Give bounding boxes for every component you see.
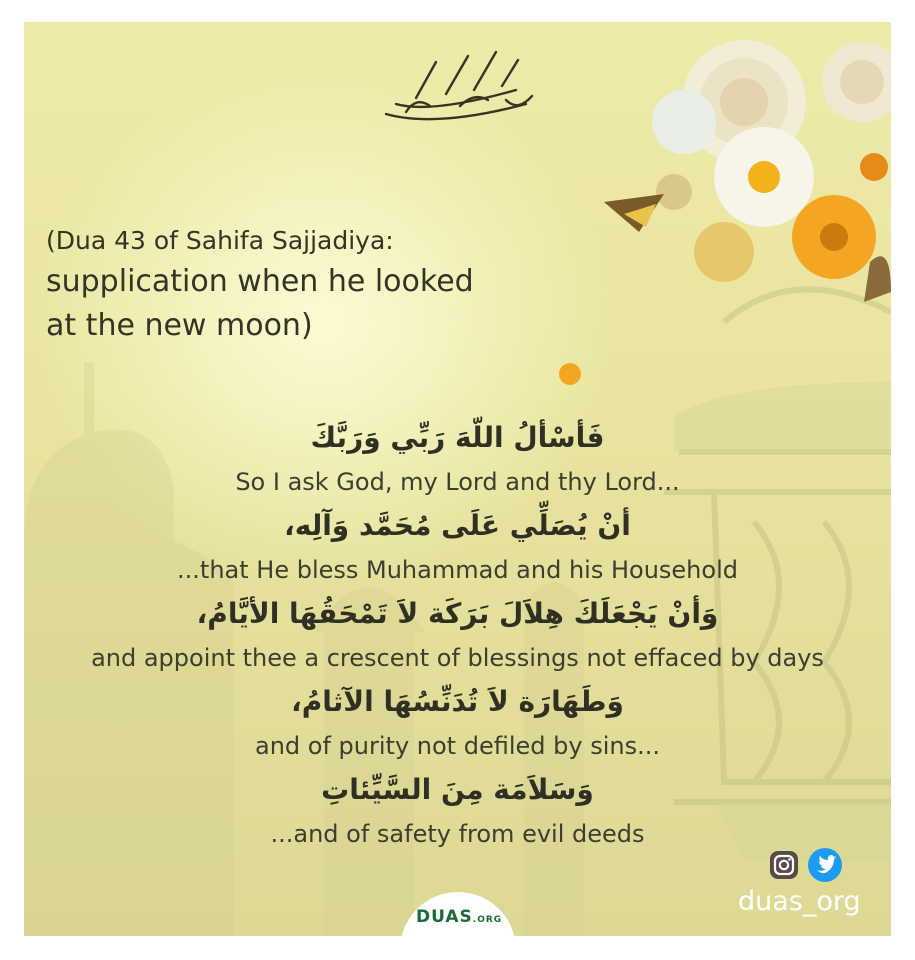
twitter-icon[interactable] <box>808 848 842 882</box>
verse-english: ...that He bless Muhammad and his Household <box>177 556 738 584</box>
logo-text <box>416 907 502 927</box>
instagram-icon[interactable] <box>770 851 798 879</box>
verse-english: ...and of safety from evil deeds <box>270 820 645 848</box>
verse-english: and appoint thee a crescent of blessings not effaced by days <box>91 644 824 672</box>
bismillah-calligraphy <box>376 42 546 137</box>
social-links <box>770 848 860 884</box>
dua-title <box>46 222 566 348</box>
bismillah-text: بسم الله الرحمن الرحيم <box>455 132 467 133</box>
verse-arabic: وَسَلاَمَة مِنَ السَّيِّئاتِ <box>321 773 594 806</box>
title-line-3: at the new moon) <box>46 308 313 343</box>
verse-english: and of purity not defiled by sins... <box>255 732 660 760</box>
duas-logo[interactable] <box>400 892 516 936</box>
title-line-2: supplication when he looked <box>46 264 474 299</box>
verses <box>24 414 891 854</box>
logo-wordmark: DUAS <box>416 907 473 927</box>
verse-arabic: وَأنْ يَجْعَلَكَ هِلاَلَ بَرَكَة لاَ تَمْحَقُهَا الأيَّامُ، <box>196 597 719 630</box>
title-line-1: (Dua 43 of Sahifa Sajjadiya: <box>46 226 394 255</box>
social-handle: duas_org <box>738 886 861 917</box>
verse-english: So I ask God, my Lord and thy Lord... <box>235 468 680 496</box>
logo-suffix: .ORG <box>472 915 503 925</box>
dua-card <box>24 22 891 936</box>
verse-arabic: أنْ يُصَلِّي عَلَى مُحَمَّد وَآلِه، <box>284 509 631 542</box>
verse-arabic: فَأسْألُ اللّهَ رَبِّي وَرَبَّكَ <box>310 421 605 454</box>
verse-arabic: وَطَهَارَة لاَ تُدَنِّسُهَا الآثامُ، <box>291 685 624 718</box>
